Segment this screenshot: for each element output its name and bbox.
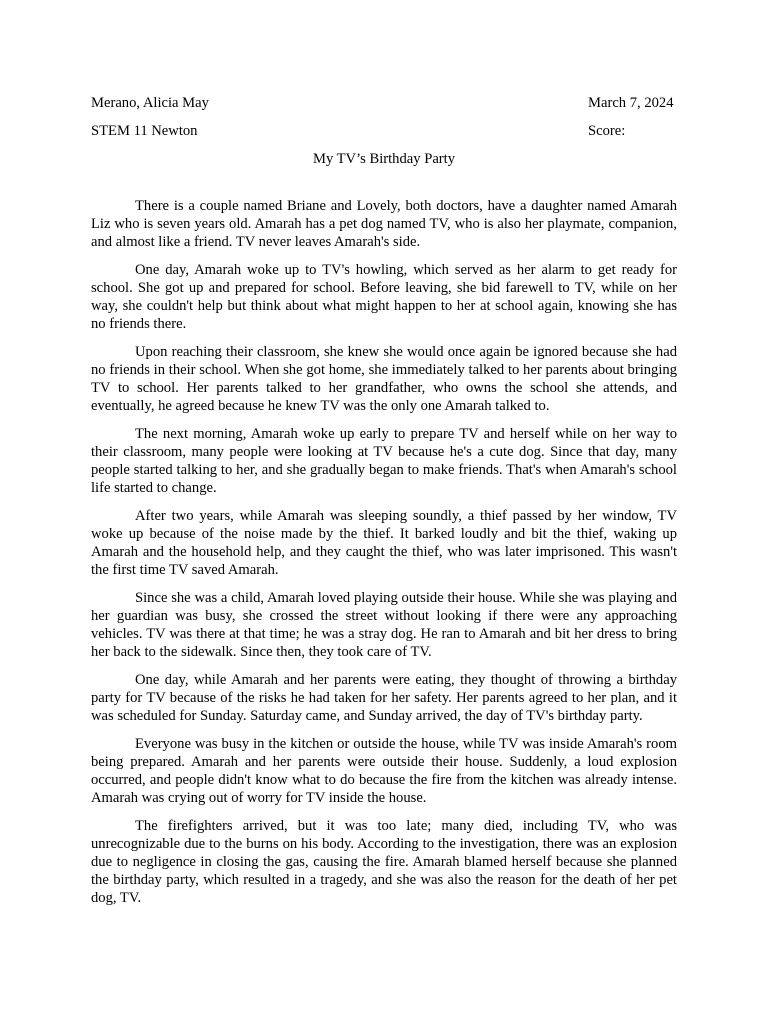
paragraph: Upon reaching their classroom, she knew she would once again be ignored because she had no friends in their school. When she got home, she immediately talked to her parents about bringing TV to school. Her parents talked to her grandfather, who owns the school she attends, and eventually, he agreed because he knew TV was the only one Amarah talked to. bbox=[91, 344, 677, 414]
score-label: Score: bbox=[588, 123, 626, 139]
paragraph: One day, while Amarah and her parents were eating, they thought of throwing a birthday party for TV because of the risks he had taken for her safety. Her parents agreed to her plan, and it was scheduled for Sunday. Saturday came, and Sunday arrived, the day of TV's birthday party. bbox=[91, 672, 677, 724]
paragraph: There is a couple named Briane and Lovely, both doctors, have a daughter named Amarah Liz who is seven years old. Amarah has a pet dog named TV, who is also her playmate, companion, and almost like a friend. TV never leaves Amarah's side. bbox=[91, 198, 677, 250]
author-name: Merano, Alicia May bbox=[91, 95, 209, 111]
class-section: STEM 11 Newton bbox=[91, 123, 198, 139]
paragraph: The firefighters arrived, but it was too late; many died, including TV, who was unrecognizable due to the burns on his body. According to the investigation, there was an explosion due to negligence in closing the gas, causing the fire. Amarah blamed herself because she planned the birthday party, which resulted in a tragedy, and she was also the reason for the death of her pet dog, TV. bbox=[91, 818, 677, 906]
paragraph: After two years, while Amarah was sleeping soundly, a thief passed by her window, TV woke up because of the noise made by the thief. It barked loudly and bit the thief, waking up Amarah and the household help, and they caught the thief, who was later imprisoned. This wasn't the first time TV saved Amarah. bbox=[91, 508, 677, 578]
header-row-section-score bbox=[91, 122, 677, 140]
paragraph: Everyone was busy in the kitchen or outside the house, while TV was inside Amarah's room being prepared. Amarah and her parents were outside their house. Suddenly, a loud explosion occurred, and people didn't know what to do because the fire from the kitchen was already intense. Amarah was crying out of worry for TV inside the house. bbox=[91, 736, 677, 806]
document-title: My TV’s Birthday Party bbox=[312, 151, 456, 167]
header-row-name-date bbox=[91, 94, 677, 112]
paragraph: The next morning, Amarah woke up early to prepare TV and herself while on her way to their classroom, many people were looking at TV because he's a cute dog. Since that day, many people started talking to her, and she gradually began to make friends. That's when Amarah's school life started to change. bbox=[91, 426, 677, 496]
paragraph: One day, Amarah woke up to TV's howling, which served as her alarm to get ready for school. She got up and prepared for school. Before leaving, she bid farewell to TV, while on her way, she couldn't help but think about what might happen to her at school again, knowing she has no friends there. bbox=[91, 262, 677, 332]
story-body bbox=[91, 197, 677, 917]
document-date: March 7, 2024 bbox=[588, 95, 674, 111]
paragraph: Since she was a child, Amarah loved playing outside their house. While she was playing and her guardian was busy, she crossed the street without looking if there were any approaching vehicles. TV was there at that time; he was a stray dog. He ran to Amarah and bit her dress to bring her back to the sidewalk. Since then, they took care of TV. bbox=[91, 590, 677, 660]
